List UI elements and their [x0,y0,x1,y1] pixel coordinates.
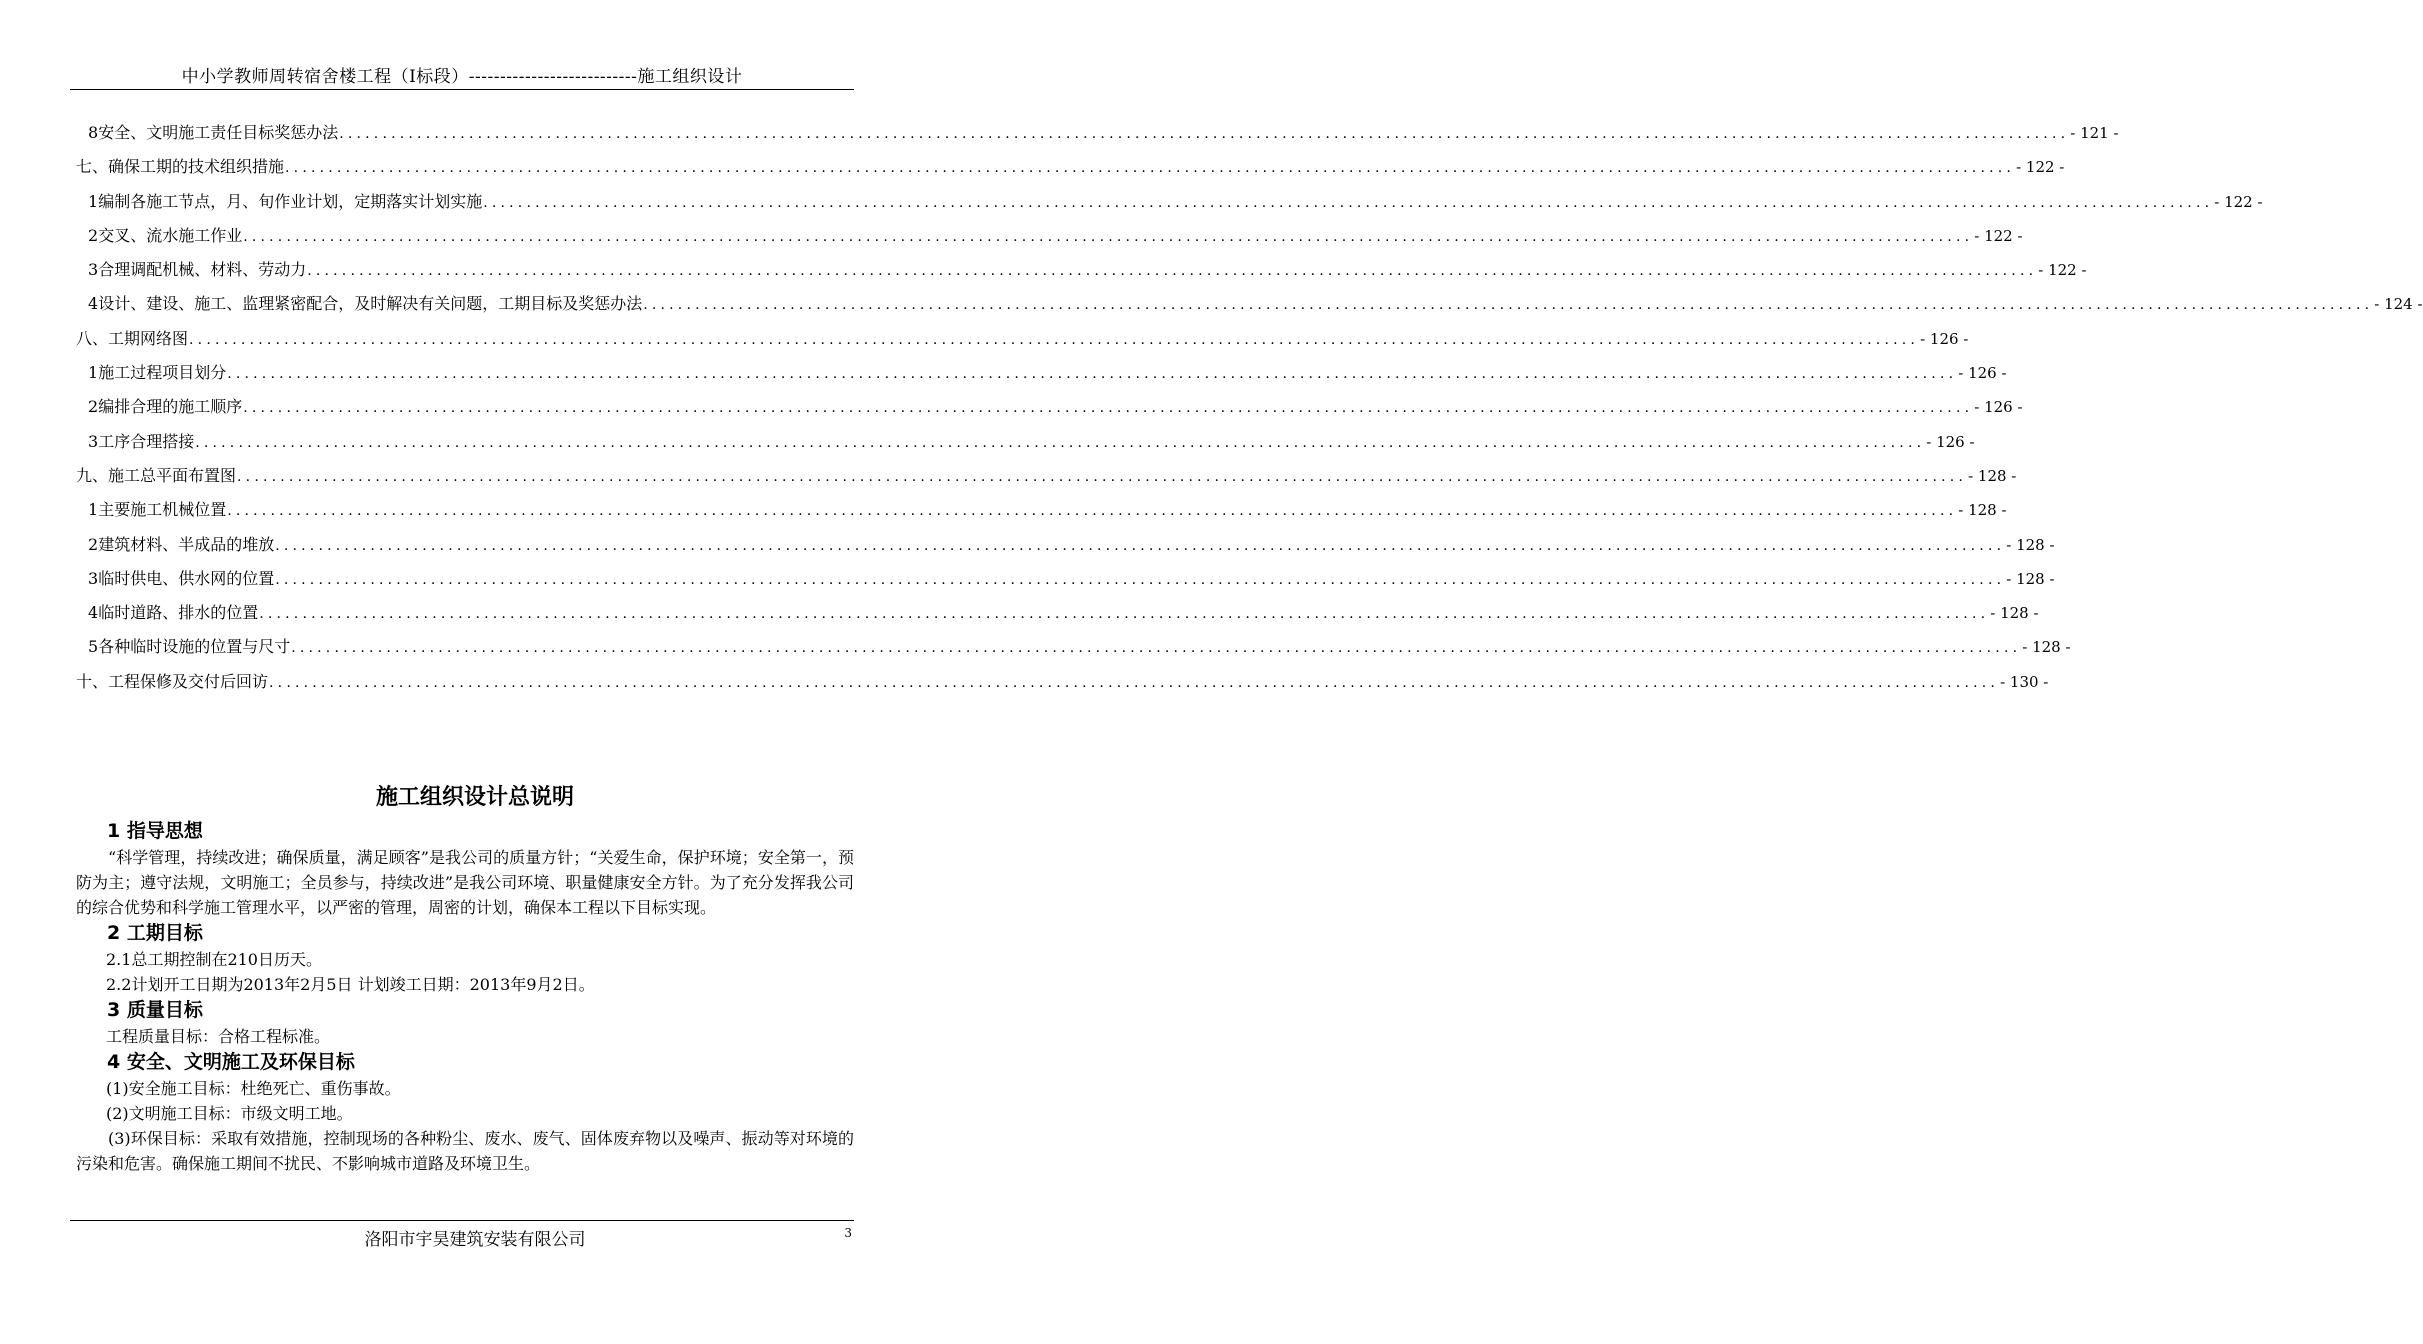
toc-entry-number: 3 [88,260,99,280]
toc-entry-text: 合理调配机械、材料、劳动力 [98,260,307,280]
toc-entry-page: - 130 - [2000,672,2049,691]
toc-entry[interactable] [76,189,2263,223]
toc-entry[interactable] [76,291,2423,325]
toc-dot-leader: ........................................................................................................................................................................................................ [227,503,1958,520]
toc-dot-leader: ........................................................................................................................................................................................................ [237,468,1968,485]
toc-entry-page: - 126 - [1920,329,1969,348]
toc-entry-page: - 126 - [1958,364,2007,383]
toc-entry[interactable] [76,154,2065,188]
toc-entry-page: - 126 - [1974,398,2023,417]
toc-entry-page: - 128 - [2022,638,2071,657]
toc-dot-leader: ........................................................................................................................................................................................................ [643,297,2374,314]
toc-dot-leader: ........................................................................................................................................................................................................ [291,640,2022,657]
toc-dot-leader: ........................................................................................................................................................................................................ [339,126,2070,142]
toc-entry-text: 设计、建设、施工、监理紧密配合，及时解决有关问题，工期目标及奖惩办法 [98,294,643,314]
heading-quality-goal: 3 质量目标 [107,999,203,1021]
toc-entry[interactable] [76,566,2055,600]
toc-entry-page: - 126 - [1926,432,1975,451]
toc-entry-number: 2 [88,534,99,554]
toc-entry-page: - 124 - [2374,295,2423,314]
toc-entry-text: 十、工程保修及交付后回访 [76,671,269,691]
toc-entry[interactable] [76,669,2049,703]
footer-divider [70,1220,854,1221]
toc-entry-page: - 128 - [1990,604,2039,623]
quality-goal-text: 工程质量目标：合格工程标准。 [106,1027,331,1046]
toc-dot-leader: ........................................................................................................................................................................................................ [307,263,2038,280]
toc-dot-leader: ........................................................................................................................................................................................................ [243,400,1974,417]
toc-entry-text: 工序合理搭接 [98,431,195,451]
toc-entry-number: 4 [88,603,99,623]
header-divider [70,89,854,90]
toc-entry-page: - 121 - [2070,124,2119,142]
toc-entry[interactable] [76,394,2023,428]
civilized-goal-text: (2)文明施工目标：市级文明工地。 [106,1104,353,1123]
toc-entry-text: 主要施工机械位置 [98,500,227,520]
toc-entry-text: 施工过程项目划分 [98,363,227,383]
toc-entry-number: 1 [88,363,99,383]
schedule-total-duration: 2.1总工期控制在210日历天。 [106,950,322,969]
toc-entry-page: - 128 - [2006,535,2055,554]
table-of-contents [76,120,2423,703]
toc-entry-page: - 122 - [2016,158,2065,177]
toc-entry-number: 3 [88,431,99,451]
page-header: 中小学教师周转宿舍楼工程（Ⅰ标段）---------------------------施工组织设计 [181,67,743,87]
toc-dot-leader: ........................................................................................................................................................................................................ [269,674,2000,691]
heading-guiding-ideology: 1 指导思想 [107,820,203,842]
toc-entry-page: - 128 - [2006,569,2055,588]
toc-dot-leader: ........................................................................................................................................................................................................ [227,366,1958,383]
toc-entry-number: 2 [88,397,99,417]
toc-entry-page: - 128 - [1968,466,2017,485]
toc-entry-number: 4 [88,294,99,314]
safety-goal-text: (1)安全施工目标：杜绝死亡、重伤事故。 [106,1079,401,1098]
toc-entry-text: 编制各施工节点，月、旬作业计划，定期落实计划实施 [98,191,483,211]
page-number: 3 [844,1226,852,1240]
toc-entry-text: 九、施工总平面布置图 [76,465,237,485]
toc-entry[interactable] [76,600,2039,634]
toc-entry-number: 3 [88,568,99,588]
toc-entry-page: - 122 - [2214,192,2263,211]
toc-entry-page: - 122 - [1974,226,2023,245]
toc-entry-text: 八、工期网络图 [76,328,189,348]
toc-dot-leader: ........................................................................................................................................................................................................ [243,228,1974,245]
toc-entry[interactable] [76,634,2071,668]
toc-entry-number: 1 [88,191,99,211]
toc-dot-leader: ........................................................................................................................................................................................................ [275,537,2006,554]
toc-entry[interactable] [76,360,2007,394]
toc-entry-text: 交叉、流水施工作业 [98,225,243,245]
toc-entry[interactable] [76,429,1975,463]
toc-entry-text: 建筑材料、半成品的堆放 [98,534,275,554]
toc-entry[interactable] [76,532,2055,566]
paragraph-guiding-ideology: “科学管理，持续改进；确保质量，满足顾客”是我公司的质量方针；“关爱生命，保护环境；安全第一，预防为主；遵守法规，文明施工；全员参与，持续改进”是我公司环境、职量健康安全方针。为了充分发挥我公司的综合优势和科学施工管理水平，以严密的管理，周密的计划，确保本工程以下目标实现。 [76,848,854,917]
heading-schedule-goal: 2 工期目标 [107,922,203,944]
toc-dot-leader: ........................................................................................................................................................................................................ [195,434,1926,451]
toc-entry[interactable] [76,257,2087,291]
toc-dot-leader: ........................................................................................................................................................................................................ [189,331,1920,348]
toc-entry-number: 2 [88,225,99,245]
environment-goal-text: (3)环保目标：采取有效措施，控制现场的各种粉尘、废水、废气、固体废弃物以及噪声、振动等对环境的污染和危害。确保施工期间不扰民、不影响城市道路及环境卫生。 [76,1129,854,1173]
toc-entry-text: 安全、文明施工责任目标奖惩办法 [98,123,339,142]
footer-company: 洛阳市宇昊建筑安装有限公司 [364,1230,586,1250]
toc-entry-number: 8 [88,123,99,142]
toc-entry-text: 临时道路、排水的位置 [98,603,259,623]
toc-entry-page: - 122 - [2038,261,2087,280]
toc-entry-text: 七、确保工期的技术组织措施 [76,157,285,177]
toc-dot-leader: ........................................................................................................................................................................................................ [483,194,2214,211]
toc-entry-page: - 128 - [1958,501,2007,520]
toc-entry-text: 临时供电、供水网的位置 [98,568,275,588]
toc-dot-leader: ........................................................................................................................................................................................................ [275,571,2006,588]
section-title: 施工组织设计总说明 [375,785,574,810]
toc-entry[interactable] [76,497,2007,531]
toc-dot-leader: ........................................................................................................................................................................................................ [259,606,1990,623]
toc-entry-number: 1 [88,500,99,520]
section-body [76,818,854,1176]
toc-entry-text: 编排合理的施工顺序 [98,397,243,417]
toc-entry[interactable] [76,120,2119,154]
toc-entry[interactable] [76,223,2023,257]
toc-entry[interactable] [76,463,2017,497]
toc-entry-text: 各种临时设施的位置与尺寸 [98,637,291,657]
toc-dot-leader: ........................................................................................................................................................................................................ [285,160,2016,177]
heading-safety-goal: 4 安全、文明施工及环保目标 [107,1051,355,1073]
toc-entry[interactable] [76,326,1969,360]
schedule-start-end-dates: 2.2计划开工日期为2013年2月5日 计划竣工日期：2013年9月2日。 [106,975,595,994]
toc-entry-number: 5 [88,637,99,657]
